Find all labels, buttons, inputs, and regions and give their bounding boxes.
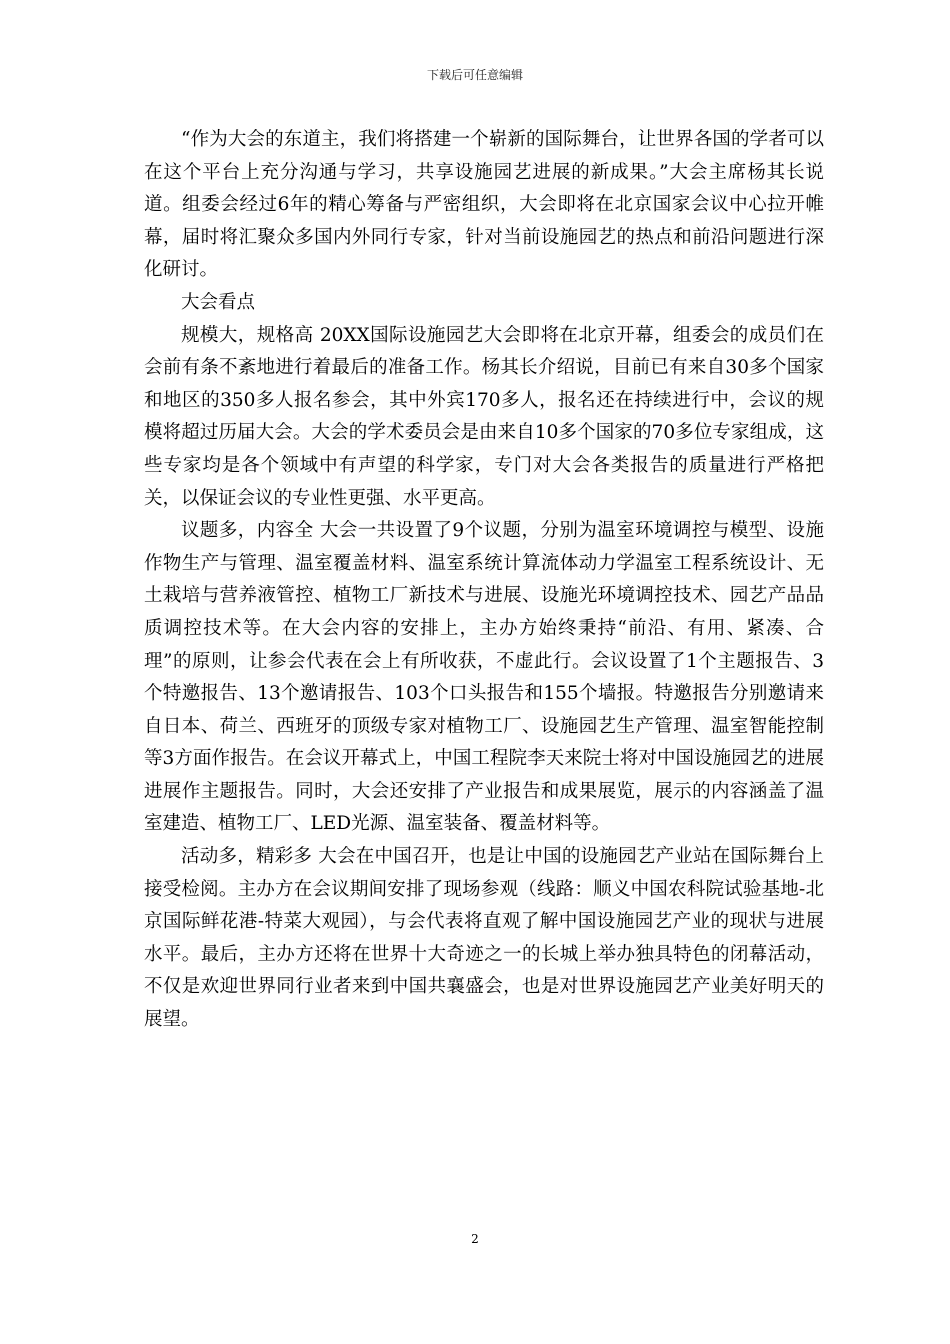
- page-header: 下载后可任意编辑: [426, 68, 523, 82]
- document-body: [144, 124, 824, 1037]
- paragraph-activities: 活动多，精彩多 大会在中国召开，也是让中国的设施园艺产业站在国际舞台上接受检阅。主办方在会议期间安排了现场参观（线路：顺义中国农科院试验基地-北京国际鲜花港-特菜大观园），与会代表将直观了解中国设施园艺产业的现状与进展水平。最后，主办方还将在世界十大奇迹之一的长城上举办独具特色的闭幕活动，不仅是欢迎世界同行业者来到中国共襄盛会，也是对世界设施园艺产业美好明天的展望。: [144, 846, 824, 1031]
- paragraph-host-quote: “作为大会的东道主，我们将搭建一个崭新的国际舞台，让世界各国的学者可以在这个平台上充分沟通与学习，共享设施园艺进展的新成果。”大会主席杨其长说道。组委会经过6年的精心筹备与严密组织，大会即将在北京国家会议中心拉开帷幕，届时将汇聚众多国内外同行专家，针对当前设施园艺的热点和前沿问题进行深化研讨。: [144, 129, 824, 281]
- paragraph-topics: 议题多，内容全 大会一共设置了9个议题，分别为温室环境调控与模型、设施作物生产与管理、温室覆盖材料、温室系统计算流体动力学温室工程系统设计、无土栽培与营养液管控、植物工厂新技术与进展、设施光环境调控技术、园艺产品品质调控技术等。在大会内容的安排上，主办方始终秉持“前沿、有用、紧凑、合理”的原则，让参会代表在会上有所收获，不虚此行。会议设置了1个主题报告、3个特邀报告、13个邀请报告、103个口头报告和155个墙报。特邀报告分别邀请来自日本、荷兰、西班牙的顶级专家对植物工厂、设施园艺生产管理、温室智能控制等3方面作报告。在会议开幕式上，中国工程院李天来院士将对中国设施园艺的进展进展作主题报告。同时，大会还安排了产业报告和成果展览，展示的内容涵盖了温室建造、植物工厂、LED光源、温室装备、覆盖材料等。: [144, 520, 824, 835]
- page-number: 2: [471, 1232, 479, 1246]
- paragraph-scale: 规模大，规格高 20XX国际设施园艺大会即将在北京开幕，组委会的成员们在会前有条不紊地进行着最后的准备工作。杨其长介绍说，目前已有来自30多个国家和地区的350多人报名参会，其中外宾170多人，报名还在持续进行中，会议的规模将超过历届大会。大会的学术委员会是由来自10多个国家的70多位专家组成，这些专家均是各个领域中有声望的科学家，专门对大会各类报告的质量进行严格把关，以保证会议的专业性更强、水平更高。: [144, 324, 824, 509]
- section-heading-highlights: 大会看点: [181, 291, 256, 313]
